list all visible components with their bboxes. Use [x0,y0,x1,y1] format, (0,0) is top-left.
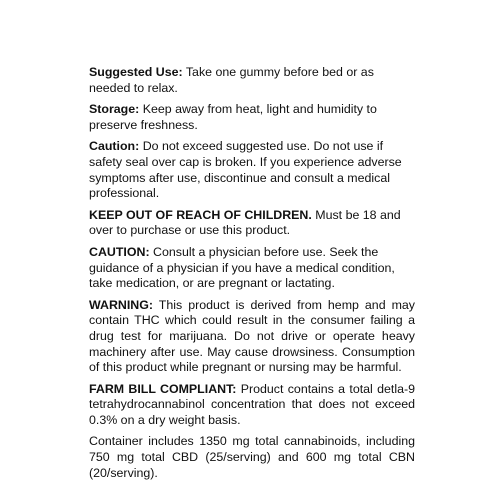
product-label-text [89,65,415,487]
children-warning-text: Must be 18 and over to purchase or use this product. [89,207,401,238]
storage-text: Keep away from heat, light and humidity to preserve freshness. [89,102,377,132]
farm-bill-paragraph [89,382,415,429]
suggested-use-text: Take one gummy before bed or as needed to relax. [89,65,374,95]
children-warning-paragraph [89,208,415,239]
farm-bill-text: Product contains a total detla-9 tetrahydrocannabinol concentration that does not exceed 0.3% on a dry weight basis. [89,381,415,427]
warning-paragraph [89,298,415,376]
container-contents-text: Container includes 1350 mg total cannabinoids, including 750 mg total CBD (25/serving) and 600 mg total CBN (20/serving). [89,434,415,480]
warning-text: This product is derived from hemp and may contain THC which could result in the consumer failing a drug test for marijuana. Do not drive or operate heavy machinery after use. May cause drowsiness. Consumption of this product while pregnant or nursing may be harmful. [89,297,415,375]
storage-paragraph [89,102,415,133]
children-warning-heading: KEEP OUT OF REACH OF CHILDREN. [89,207,312,222]
storage-heading: Storage: [89,102,140,117]
suggested-use-paragraph [89,65,415,96]
physician-caution-text: Consult a physician before use. Seek the guidance of a physician if you have a medical condition, take medication, or are pregnant or lactating. [89,244,395,291]
caution-heading: Caution: [89,139,140,154]
container-contents-paragraph [89,434,415,481]
farm-bill-heading: FARM BILL COMPLIANT: [89,381,237,396]
physician-caution-heading: CAUTION: [89,244,150,259]
suggested-use-heading: Suggested Use: [89,65,183,79]
warning-heading: WARNING: [89,297,154,312]
caution-paragraph [89,139,415,201]
caution-text: Do not exceed suggested use. Do not use if safety seal over cap is broken. If you experience adverse symptoms after use, discontinue and consult a medical professional. [89,139,402,201]
physician-caution-paragraph [89,245,415,292]
